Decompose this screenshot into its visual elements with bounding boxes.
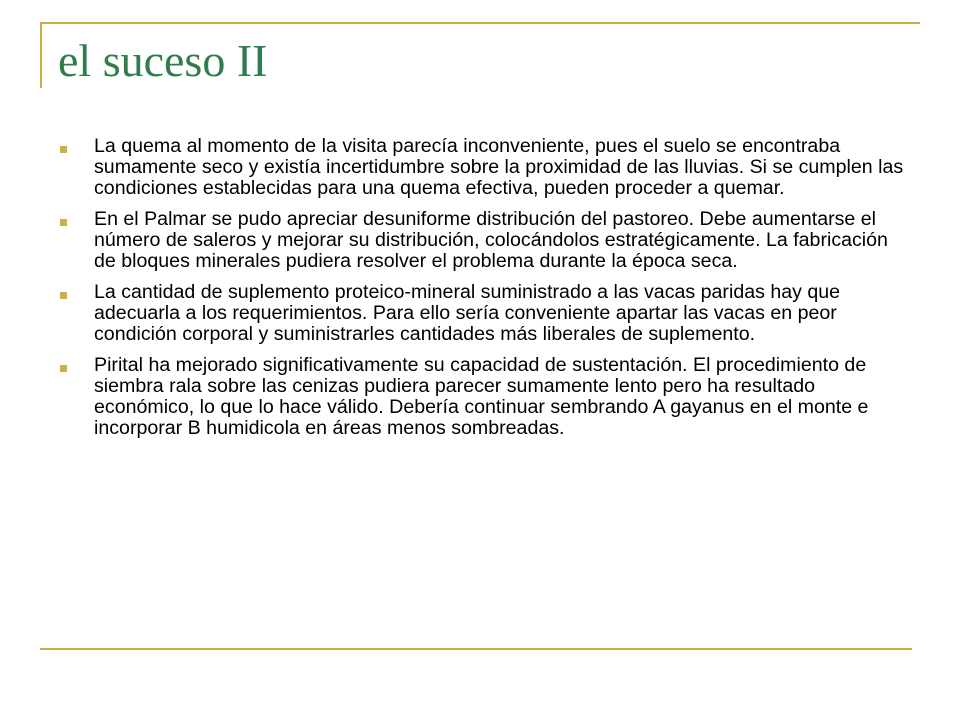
bullet-square-icon xyxy=(60,292,67,299)
bullet-item xyxy=(58,136,908,199)
bullet-item xyxy=(58,282,908,345)
bullet-square-icon xyxy=(60,146,67,153)
bottom-rule xyxy=(40,648,912,650)
bullet-square-icon xyxy=(60,365,67,372)
bullet-text: La quema al momento de la visita parecía inconveniente, pues el suelo se encontraba sumamente seco y existía incertidumbre sobre la proximidad de las lluvias. Si se cumplen las condiciones establecidas para una quema efectiva, pueden proceder a quemar. xyxy=(94,135,904,199)
bullet-text: Pirital ha mejorado significativamente su capacidad de sustentación. El procedimiento de siembra rala sobre las cenizas pudiera parecer sumamente lento pero ha resultado económico, lo que lo hace válido. Debería continuar sembrando A gayanus en el monte e incorporar B humidicola en áreas menos sombreadas. xyxy=(94,354,869,439)
bullet-text: La cantidad de suplemento proteico-mineral suministrado a las vacas paridas hay que adecuarla a los requerimientos. Para ello sería conveniente apartar las vacas en peor condición corporal y suministrarles cantidades más liberales de suplemento. xyxy=(94,281,841,345)
left-rule xyxy=(40,22,42,88)
bullet-text: En el Palmar se pudo apreciar desuniforme distribución del pastoreo. Debe aumentarse el número de saleros y mejorar su distribución, colocándolos estratégicamente. La fabricación de bloques minerales pudiera resolver el problema durante la época seca. xyxy=(94,208,888,272)
bullet-square-icon xyxy=(60,219,67,226)
bullet-list xyxy=(58,136,908,449)
bullet-item xyxy=(58,355,908,439)
bullet-item xyxy=(58,209,908,272)
top-rule xyxy=(40,22,920,24)
slide-title: el suceso II xyxy=(58,35,268,86)
